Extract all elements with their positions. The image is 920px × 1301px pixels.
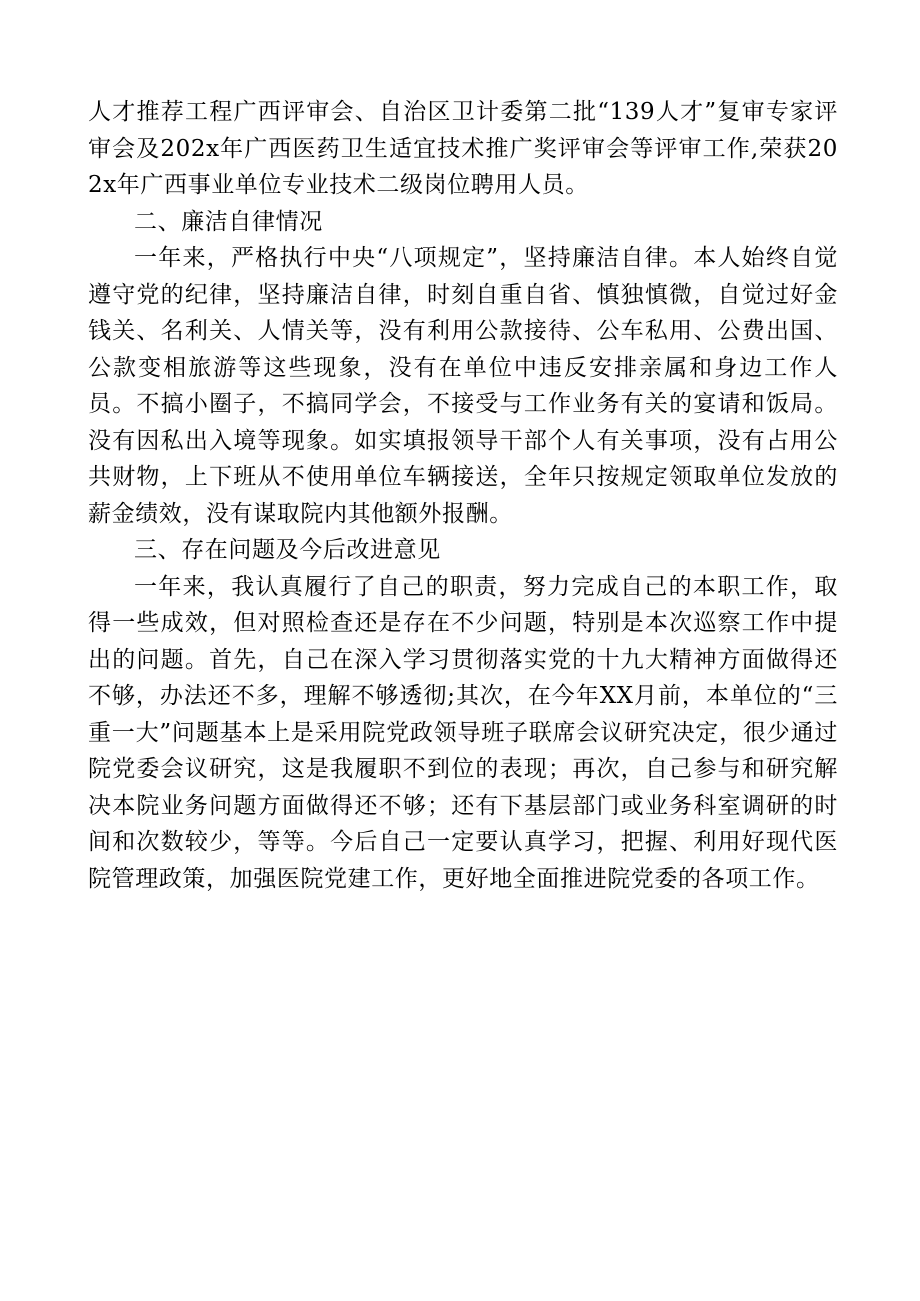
paragraph-problems: 一年来，我认真履行了自己的职责，努力完成自己的本职工作，取得一些成效，但对照检查还是存在不少问题，特别是本次巡察工作中提出的问题。首先，自己在深入学习贯彻落实党的十九大精神方面做得还不够，办法还不多，理解不够透彻;其次，在今年XX月前，本单位的“三重一大”问题基本上是采用院党政领导班子联席会议研究决定，很少通过院党委会议研究，这是我履职不到位的表现；再次，自己参与和研究解决本院业务问题方面做得还不够；还有下基层部门或业务科室调研的时间和次数较少，等等。今后自己一定要认真学习，把握、利用好现代医院管理政策，加强医院党建工作，更好地全面推进院党委的各项工作。 (88, 573, 838, 892)
paragraph-continued-awards: 人才推荐工程广西评审会、自治区卫计委第二批“139人才”复审专家评审会及202x年广西医药卫生适宜技术推广奖评审会等评审工作,荣获202x年广西事业单位专业技术二级岗位聘用人员。 (88, 99, 838, 198)
section-heading-integrity: 二、廉洁自律情况 (134, 208, 323, 235)
section-heading-problems: 三、存在问题及今后改进意见 (134, 537, 441, 563)
paragraph-integrity: 一年来，严格执行中央“八项规定”，坚持廉洁自律。本人始终自觉遵守党的纪律，坚持廉洁自律，时刻自重自省、慎独慎微，自觉过好金钱关、名利关、人情关等，没有利用公款接待、公车私用、公费出国、公款变相旅游等这些现象，没有在单位中违反安排亲属和身边工作人员。不搞小圈子，不搞同学会，不接受与工作业务有关的宴请和饭局。没有因私出入境等现象。如实填报领导干部个人有关事项，没有占用公共财物，上下班从不使用单位车辆接送，全年只按规定领取单位发放的薪金绩效，没有谋取院内其他额外报酬。 (88, 245, 838, 527)
document-body (88, 94, 838, 897)
